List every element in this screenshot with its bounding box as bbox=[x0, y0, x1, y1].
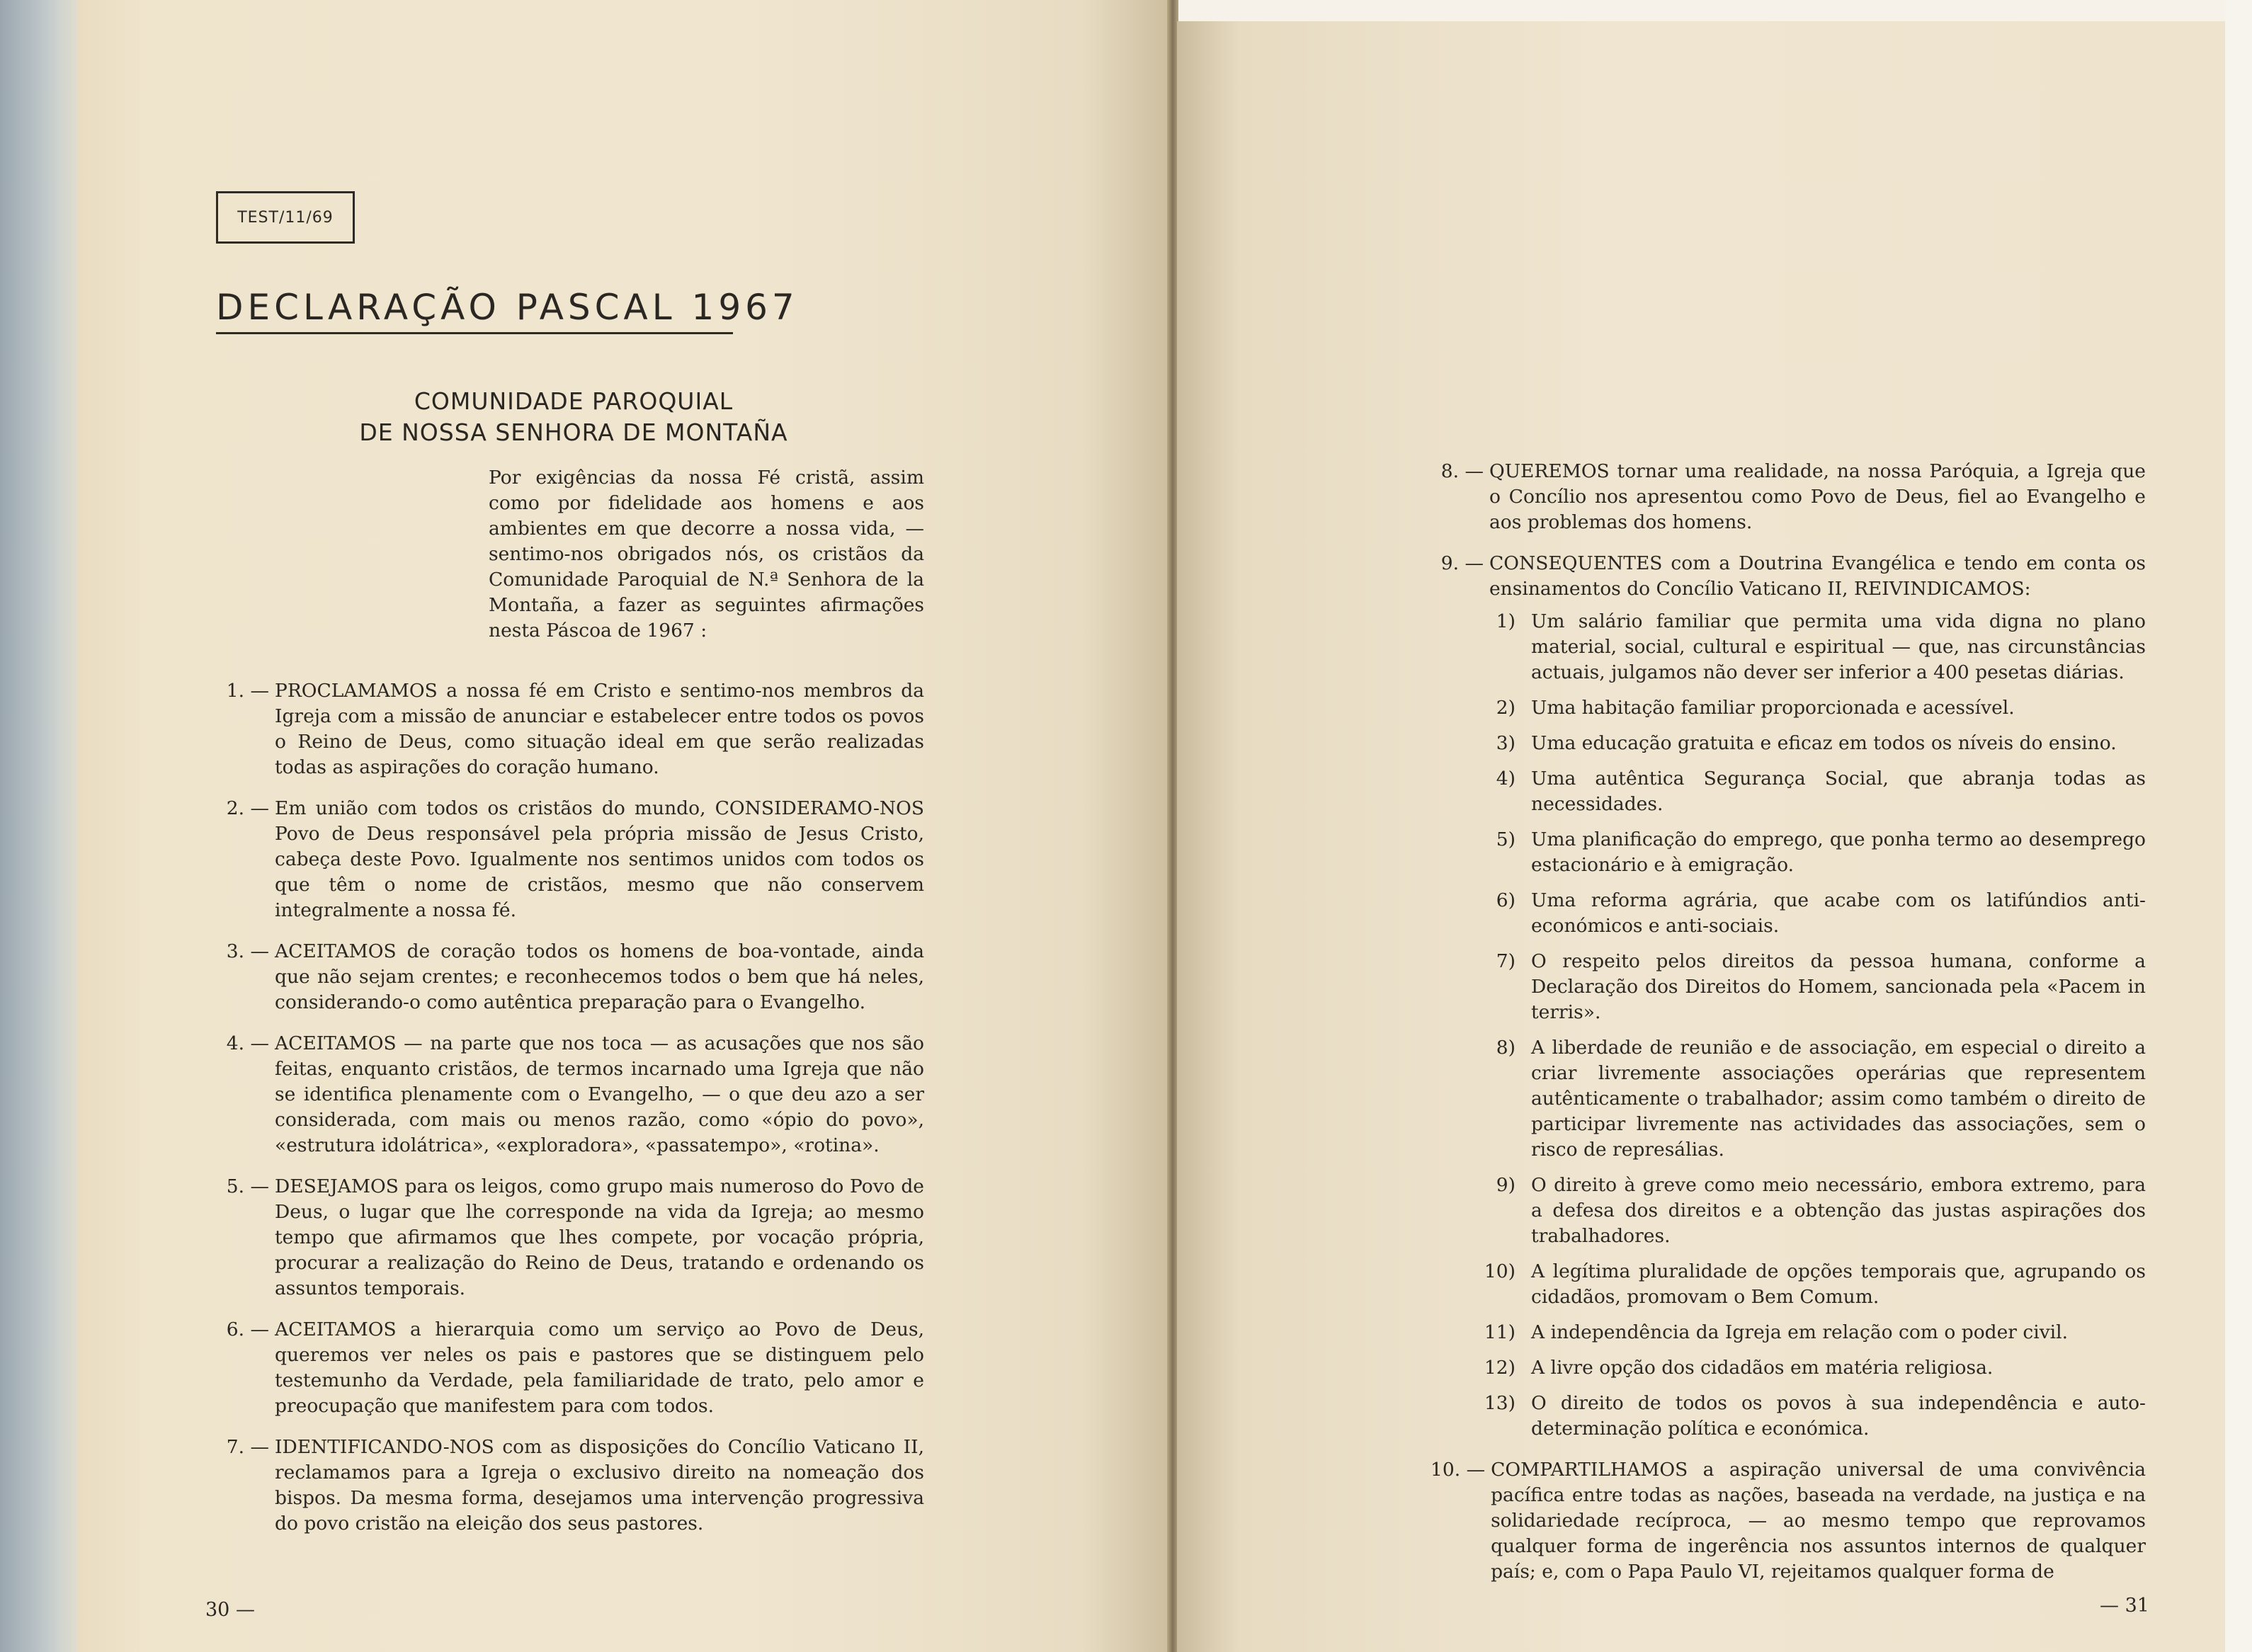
sub-item-number: 13) bbox=[1484, 1392, 1515, 1414]
list-item bbox=[216, 939, 924, 1015]
sub-item bbox=[1431, 609, 2146, 685]
item-text: PROCLAMAMOS a nossa fé em Cristo e sentimo-nos membros da Igreja com a missão de anunciar e estabelecer entre todos os povos o Reino de Deus, como situação ideal em que serão realizadas todas as aspirações do coração humano. bbox=[275, 680, 924, 778]
sub-item bbox=[1431, 766, 2146, 817]
item-number: 5. — bbox=[226, 1175, 269, 1197]
sub-item-number: 10) bbox=[1484, 1260, 1515, 1282]
page-title: DECLARAÇÃO PASCAL 1967 bbox=[216, 287, 733, 334]
item-number: 8. — bbox=[1440, 460, 1484, 482]
sub-item-text: Uma reforma agrária, que acabe com os latifúndios anti-económicos e anti-sociais. bbox=[1531, 889, 2146, 937]
item-number: 7. — bbox=[226, 1436, 269, 1458]
sub-item-number: 4) bbox=[1496, 768, 1515, 790]
sub-item-text: Um salário familiar que permita uma vida digna no plano material, social, cultural e espiritual — que, nas circunstâncias actuais, julgamos não dever ser inferior a 400 pesetas diárias. bbox=[1531, 610, 2146, 683]
item-text: DESEJAMOS para os leigos, como grupo mais numeroso do Povo de Deus, o lugar que lhe corresponde na vida da Igreja; ao mesmo tempo que afirmamos que lhes compete, por vocação própria, procurar a realização do Reino de Deus, tratando e ordenando os assuntos temporais. bbox=[275, 1175, 924, 1299]
sub-item-text: A legítima pluralidade de opções temporais que, agrupando os cidadãos, promovam o Bem Comum. bbox=[1531, 1260, 2146, 1308]
sub-item-number: 5) bbox=[1496, 828, 1515, 850]
sub-item bbox=[1431, 695, 2146, 721]
sub-item bbox=[1431, 1259, 2146, 1310]
sub-item-text: O direito à greve como meio necessário, embora extremo, para a defesa dos direitos e a obtenção das justas aspirações dos trabalhadores. bbox=[1531, 1174, 2146, 1247]
item-text: Em união com todos os cristãos do mundo, CONSIDERAMO-NOS Povo de Deus responsável pela própria missão de Jesus Cristo, cabeça deste Povo. Igualmente nos sentimos unidos com todos os que têm o nome de cristãos, mesmo que não conservem integralmente a nossa fé. bbox=[275, 797, 924, 921]
item-number: 2. — bbox=[226, 797, 269, 819]
item-number: 4. — bbox=[226, 1032, 269, 1054]
list-item bbox=[216, 1317, 924, 1419]
sub-item-number: 9) bbox=[1496, 1174, 1515, 1196]
sub-item-number: 1) bbox=[1496, 610, 1515, 632]
list-item bbox=[216, 1031, 924, 1158]
page-number-left: 30 — bbox=[205, 1599, 255, 1621]
item-text: QUEREMOS tornar uma realidade, na nossa Paróquia, a Igreja que o Concílio nos apresentou como Povo de Deus, fiel ao Evangelho e aos problemas dos homens. bbox=[1489, 460, 2146, 533]
list-item bbox=[216, 1435, 924, 1537]
list-item bbox=[216, 1174, 924, 1301]
sub-item bbox=[1431, 1035, 2146, 1163]
sub-item bbox=[1431, 1391, 2146, 1442]
item-text: ACEITAMOS a hierarquia como um serviço ao Povo de Deus, queremos ver neles os pais e pastores que se distinguem pelo testemunho da Verdade, pela familiaridade de trato, pelo amor e preocupação que manifestem para com todos. bbox=[275, 1318, 924, 1417]
item-text: CONSEQUENTES com a Doutrina Evangélica e tendo em conta os ensinamentos do Concílio Vaticano II, REIVINDICAMOS: bbox=[1489, 552, 2146, 600]
sub-item-text: O direito de todos os povos à sua independência e auto-determinação política e económica. bbox=[1531, 1392, 2146, 1440]
sub-item-number: 7) bbox=[1496, 950, 1515, 972]
sub-item-text: O respeito pelos direitos da pessoa humana, conforme a Declaração dos Direitos do Homem, sancionada pela «Pacem in terris». bbox=[1531, 950, 2146, 1023]
document-code: TEST/11/69 bbox=[237, 208, 334, 227]
item-text: ACEITAMOS — na parte que nos toca — as acusações que nos são feitas, enquanto cristãos, de termos incarnado uma Igreja que não se identifica plenamente com o Evangelho, — o que deu azo a ser considerada, com mais ou menos razão, como «ópio do povo», «estrutura idolátrica», «exploradora», «passatempo», «rotina». bbox=[275, 1032, 924, 1156]
list-item bbox=[1431, 1457, 2146, 1585]
sub-item-text: Uma autêntica Segurança Social, que abranja todas as necessidades. bbox=[1531, 768, 2146, 815]
sub-item-text: Uma educação gratuita e eficaz em todos os níveis do ensino. bbox=[1531, 732, 2117, 754]
sub-item-text: Uma planificação do emprego, que ponha termo ao desemprego estacionário e à emigração. bbox=[1531, 828, 2146, 876]
list-item bbox=[216, 796, 924, 923]
item-number: 10. — bbox=[1431, 1459, 1486, 1481]
intro-paragraph: Por exigências da nossa Fé cristã, assim como por fidelidade aos homens e aos ambientes em que decorre a nossa vida, — sentimo-nos obrigados nós, os cristãos da Comunidade Paroquial de N.ª Senhora de la Montaña, a fazer as seguintes afirmações nesta Páscoa de 1967 : bbox=[489, 467, 924, 642]
item-text: ACEITAMOS de coração todos os homens de boa-vontade, ainda que não sejam crentes; e reconhecemos todos o bem que há neles, considerando-o como autêntica preparação para o Evangelho. bbox=[275, 940, 924, 1013]
sub-item bbox=[1431, 949, 2146, 1025]
sub-item bbox=[1431, 888, 2146, 939]
page-number-right: — 31 bbox=[2100, 1595, 2149, 1617]
sub-item bbox=[1431, 1320, 2146, 1345]
document-code-box bbox=[216, 191, 355, 244]
list-item bbox=[1431, 551, 2146, 602]
right-items bbox=[1431, 459, 2146, 1600]
sub-item-number: 2) bbox=[1496, 697, 1515, 719]
sub-item-number: 12) bbox=[1484, 1357, 1515, 1379]
sub-item bbox=[1431, 731, 2146, 756]
sub-item-text: A liberdade de reunião e de associação, em especial o direito a criar livremente associações operárias que representem autênticamente o trabalhador; assim como também o direito de participar livremente nas actividades das associações, sem o risco de represálias. bbox=[1531, 1037, 2146, 1161]
item-text: COMPARTILHAMOS a aspiração universal de uma convivência pacífica entre todas as nações, baseada na verdade, na justiça e na solidariedade recíproca, — ao mesmo tempo que reprovamos qualquer forma de ingerência nos assuntos internos de qualquer país; e, com o Papa Paulo VI, rejeitamos qualquer forma de bbox=[1491, 1459, 2146, 1583]
item-number: 3. — bbox=[226, 940, 269, 962]
item-number: 9. — bbox=[1440, 552, 1484, 574]
sub-item-number: 11) bbox=[1484, 1321, 1515, 1343]
item-number: 1. — bbox=[226, 680, 269, 702]
sub-item-number: 6) bbox=[1496, 889, 1515, 911]
sub-item bbox=[1431, 1173, 2146, 1249]
list-item bbox=[1431, 459, 2146, 535]
sub-item bbox=[1431, 827, 2146, 878]
sub-item-text: A independência da Igreja em relação com o poder civil. bbox=[1531, 1321, 2069, 1343]
sub-item bbox=[1431, 1355, 2146, 1381]
sub-item-text: Uma habitação familiar proporcionada e acessível. bbox=[1531, 697, 2015, 719]
subtitle-line-1: COMUNIDADE PAROQUIAL bbox=[414, 387, 734, 415]
subtitle-line-2: DE NOSSA SENHORA DE MONTAÑA bbox=[359, 418, 788, 446]
background-margin bbox=[2225, 0, 2252, 1652]
sub-item-number: 8) bbox=[1496, 1037, 1515, 1059]
sub-item-number: 3) bbox=[1496, 732, 1515, 754]
sub-list bbox=[1431, 609, 2146, 1442]
list-item bbox=[216, 678, 924, 780]
subtitle bbox=[283, 386, 864, 448]
item-text: IDENTIFICANDO-NOS com as disposições do Concílio Vaticano II, reclamamos para a Igreja o exclusivo direito na nomeação dos bispos. Da mesma forma, desejamos uma intervenção progressiva do povo cristão na eleição dos seus pastores. bbox=[275, 1436, 924, 1534]
sub-item-text: A livre opção dos cidadãos em matéria religiosa. bbox=[1531, 1357, 1994, 1379]
book-edge bbox=[0, 0, 78, 1652]
item-number: 6. — bbox=[226, 1318, 269, 1340]
left-items bbox=[216, 678, 924, 1552]
